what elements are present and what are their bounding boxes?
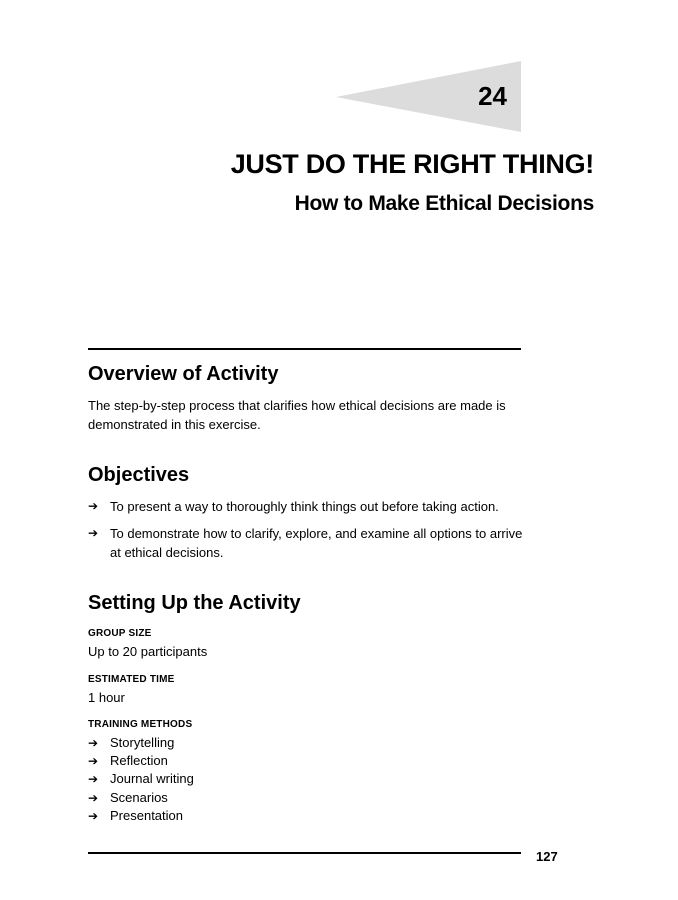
method-text: Presentation	[110, 807, 183, 823]
arrow-icon: ➔	[88, 772, 99, 787]
method-text: Journal writing	[110, 771, 194, 787]
arrow-icon: ➔	[88, 754, 99, 769]
setup-heading: Setting Up the Activity	[88, 592, 301, 614]
estimated-time-label: ESTIMATED TIME	[88, 674, 175, 685]
method-text: Storytelling	[110, 735, 175, 750]
arrow-icon: ➔	[88, 526, 99, 540]
objective-text: To present a way to thoroughly think things out before taking action.	[110, 499, 499, 514]
chapter-tab	[336, 61, 521, 132]
bottom-divider	[88, 852, 521, 854]
arrow-icon: ➔	[88, 736, 99, 750]
training-methods-list	[88, 734, 528, 825]
chapter-subtitle: How to Make Ethical Decisions	[294, 192, 594, 215]
method-text: Scenarios	[110, 789, 168, 805]
method-text: Reflection	[110, 753, 168, 769]
list-item	[88, 524, 528, 562]
top-divider	[88, 348, 521, 350]
list-item	[88, 752, 528, 770]
chapter-number: 24	[478, 81, 507, 111]
estimated-time-value: 1 hour	[88, 690, 125, 705]
chapter-title: JUST DO THE RIGHT THING!	[230, 149, 594, 179]
objectives-list	[88, 497, 528, 570]
overview-heading: Overview of Activity	[88, 363, 279, 385]
list-item	[88, 789, 528, 807]
list-item	[88, 497, 528, 516]
training-methods-label: TRAINING METHODS	[88, 719, 193, 730]
arrow-icon: ➔	[88, 808, 99, 823]
list-item	[88, 734, 528, 752]
list-item	[88, 807, 528, 825]
objective-text: To demonstrate how to clarify, explore, and examine all options to arrive at ethical decisions.	[110, 526, 523, 560]
arrow-icon: ➔	[88, 499, 99, 513]
group-size-value: Up to 20 participants	[88, 644, 208, 659]
list-item	[88, 770, 528, 788]
overview-text: The step-by-step process that clarifies how ethical decisions are made is demonstrated in this exercise.	[88, 398, 506, 432]
page-number: 127	[536, 849, 558, 864]
objectives-heading: Objectives	[88, 464, 190, 486]
arrow-icon: ➔	[88, 790, 99, 805]
group-size-label: GROUP SIZE	[88, 628, 152, 639]
